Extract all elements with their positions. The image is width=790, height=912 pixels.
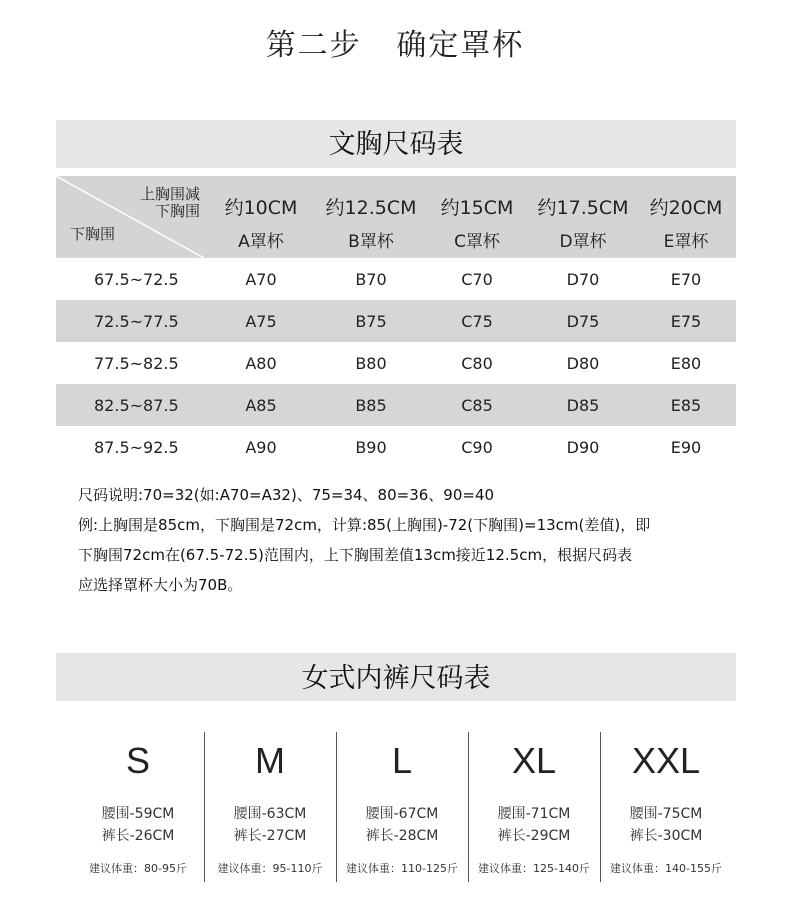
briefs-weight: 建议体重：125-140斤	[478, 862, 590, 875]
note-line: 应选择罩杯大小为70B。	[78, 576, 243, 594]
size-cell: C75	[424, 300, 530, 342]
size-cell: E70	[670, 269, 702, 289]
size-cell: E90	[670, 437, 702, 457]
briefs-weight: 建议体重：95-110斤	[217, 862, 323, 875]
size-cell: E85	[636, 384, 736, 426]
briefs-waist: 腰围-67CM	[365, 806, 439, 822]
size-cell: B80	[355, 353, 387, 373]
briefs-size-label: S	[125, 740, 150, 781]
briefs-length: 裤长-28CM	[365, 828, 439, 844]
size-cell: B70	[355, 269, 387, 289]
briefs-weight: 建议体重：140-155斤	[610, 862, 722, 875]
bra-table-title: 文胸尺码表	[56, 120, 736, 168]
briefs-waist: 腰围-59CM	[101, 806, 175, 822]
briefs-size-label: XL	[511, 740, 557, 781]
briefs-length: 裤长-29CM	[497, 828, 571, 844]
size-cell: A80	[245, 353, 277, 373]
size-cell: B75	[318, 300, 424, 342]
table-row	[56, 426, 736, 468]
note-line: 例:上胸围是85cm，下胸围是72cm，计算:85(上胸围)-72(下胸围)=13cm(差值)，即	[78, 516, 651, 534]
size-cell: E80	[670, 353, 702, 373]
column-diff-label: 约12.5CM	[318, 176, 424, 220]
size-cell: C90	[461, 437, 493, 457]
size-cell: D90	[566, 437, 600, 457]
underbust-range: 87.5~92.5	[94, 437, 179, 457]
column-diff-label: 约10CM	[204, 176, 318, 220]
column-diff-label: 约20CM	[636, 176, 736, 220]
bra-header-corner	[56, 176, 204, 258]
briefs-size-column	[600, 732, 732, 884]
note-line: 下胸围72cm在(67.5-72.5)范围内，上下胸围差值13cm接近12.5cm，根据尺码表	[78, 546, 633, 564]
column-cup-label: C罩杯	[424, 220, 530, 258]
size-cell: C80	[461, 353, 493, 373]
briefs-weight: 建议体重：80-95斤	[89, 862, 187, 875]
column-cup-label: D罩杯	[530, 220, 636, 258]
briefs-size-label: XXL	[631, 740, 701, 781]
size-cell: C70	[461, 269, 493, 289]
underbust-range: 77.5~82.5	[94, 353, 179, 373]
underbust-range: 82.5~87.5	[56, 384, 204, 426]
size-cell: D85	[530, 384, 636, 426]
step-title: 第二步 确定罩杯	[265, 28, 525, 63]
size-notes	[78, 480, 650, 600]
size-cell: A85	[204, 384, 318, 426]
size-cell: A75	[204, 300, 318, 342]
bra-header-diff-row	[56, 176, 736, 220]
table-row	[56, 384, 736, 426]
briefs-size-column	[204, 732, 336, 884]
briefs-size-label: M	[255, 740, 285, 781]
column-cup-label: B罩杯	[318, 220, 424, 258]
briefs-length: 裤长-26CM	[101, 828, 175, 844]
column-cup-label: A罩杯	[204, 220, 318, 258]
size-cell: B90	[355, 437, 387, 457]
size-cell: E75	[636, 300, 736, 342]
bra-size-table	[56, 176, 736, 468]
briefs-waist: 腰围-75CM	[629, 806, 703, 822]
size-cell: D75	[530, 300, 636, 342]
column-diff-label: 约17.5CM	[530, 176, 636, 220]
size-cell: D70	[566, 269, 600, 289]
briefs-size-column	[468, 732, 600, 884]
briefs-waist: 腰围-71CM	[497, 806, 571, 822]
table-row	[56, 300, 736, 342]
briefs-size-table	[72, 732, 732, 884]
briefs-size-label: L	[391, 740, 413, 781]
briefs-length: 裤长-27CM	[233, 828, 307, 844]
column-cup-label: E罩杯	[636, 220, 736, 258]
note-line: 尺码说明:70=32(如:A70=A32)、75=34、80=36、90=40	[78, 486, 495, 504]
underbust-range: 72.5~77.5	[56, 300, 204, 342]
briefs-table-title: 女式内裤尺码表	[56, 653, 736, 701]
size-cell: A90	[245, 437, 277, 457]
table-row	[56, 258, 736, 300]
briefs-size-column	[336, 732, 468, 884]
table-row	[56, 342, 736, 384]
corner-bottom-label: 下胸围	[70, 225, 116, 243]
briefs-weight: 建议体重：110-125斤	[346, 862, 458, 875]
briefs-waist: 腰围-63CM	[233, 806, 307, 822]
briefs-length: 裤长-30CM	[629, 828, 703, 844]
size-cell: D80	[566, 353, 600, 373]
size-cell: B85	[318, 384, 424, 426]
size-cell: C85	[424, 384, 530, 426]
size-cell: A70	[245, 269, 277, 289]
column-diff-label: 约15CM	[424, 176, 530, 220]
corner-top-label: 上胸围减 下胸围	[139, 185, 200, 220]
underbust-range: 67.5~72.5	[94, 269, 179, 289]
briefs-size-column	[72, 732, 204, 884]
